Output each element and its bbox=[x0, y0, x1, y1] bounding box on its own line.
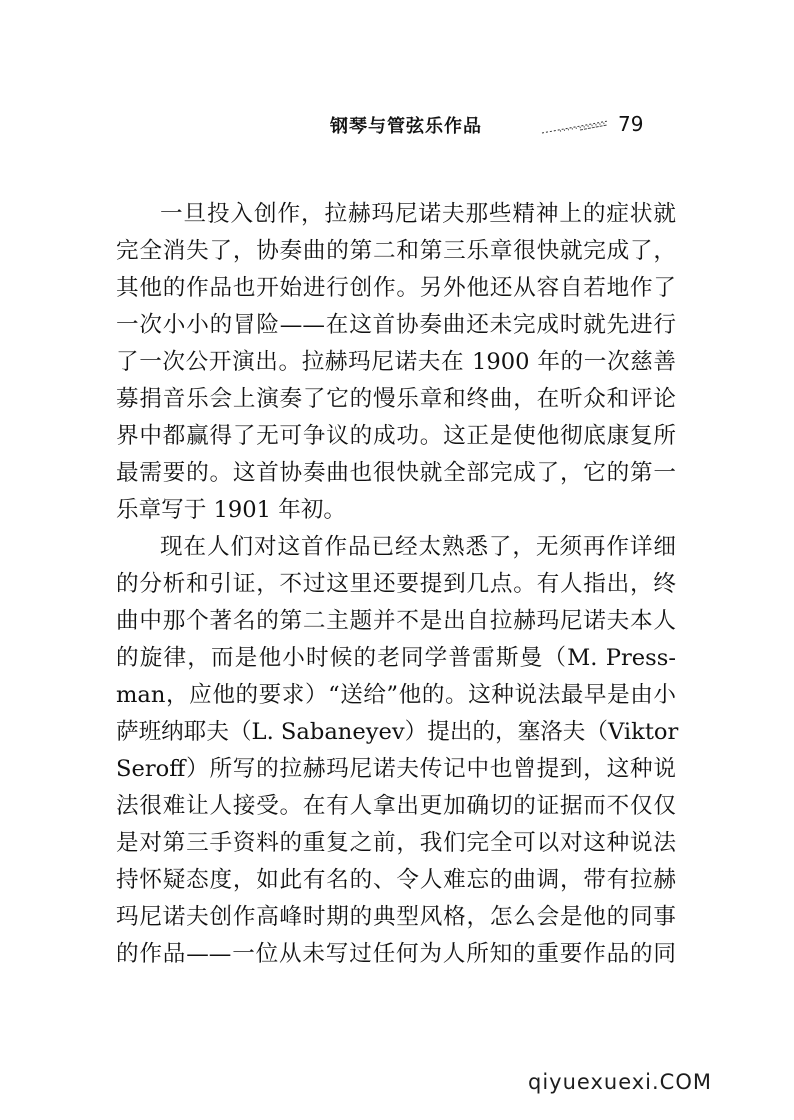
text-line: 法很难让人接受。在有人拿出更加确切的证据而不仅仅 bbox=[116, 793, 676, 819]
text-line: 是对第三手资料的重复之前，我们完全可以对这种说法 bbox=[116, 830, 676, 856]
running-title: 钢琴与管弦乐作品 bbox=[330, 116, 482, 137]
watermark: qiyuexuexi.COM bbox=[528, 1070, 712, 1094]
text-line: 的作品——一位从未写过任何为人所知的重要作品的同 bbox=[116, 941, 676, 967]
text-line: 完全消失了，协奏曲的第二和第三乐章很快就完成了， bbox=[116, 238, 676, 264]
header-ornament bbox=[540, 118, 610, 136]
text-line: 一次小小的冒险——在这首协奏曲还未完成时就先进行 bbox=[116, 312, 676, 338]
text-line: 萨班纳耶夫（L. Sabaneyev）提出的，塞洛夫（Viktor bbox=[116, 719, 679, 745]
text-line: 持怀疑态度，如此有名的、令人难忘的曲调，带有拉赫 bbox=[116, 867, 676, 893]
text-line: 玛尼诺夫创作高峰时期的典型风格，怎么会是他的同事 bbox=[116, 904, 676, 930]
text-line: 乐章写于 1901 年初。 bbox=[116, 497, 347, 523]
text-line: 的分析和引证，不过这里还要提到几点。有人指出，终 bbox=[116, 571, 676, 597]
text-line: 一旦投入创作，拉赫玛尼诺夫那些精神上的症状就 bbox=[160, 201, 676, 227]
text-line: 其他的作品也开始进行创作。另外他还从容自若地作了 bbox=[116, 275, 676, 301]
page-header bbox=[330, 112, 660, 142]
text-line: man，应他的要求）“送给”他的。这种说法最早是由小 bbox=[116, 682, 676, 708]
page-number: 79 bbox=[618, 112, 644, 136]
text-line: 募捐音乐会上演奏了它的慢乐章和终曲，在听众和评论 bbox=[116, 386, 676, 412]
text-line: 的旋律，而是他小时候的老同学普雷斯曼（M. Press- bbox=[116, 645, 676, 671]
text-line: 曲中那个著名的第二主题并不是出自拉赫玛尼诺夫本人 bbox=[116, 608, 676, 634]
text-line: Seroff）所写的拉赫玛尼诺夫传记中也曾提到，这种说 bbox=[116, 756, 676, 782]
text-line: 界中都赢得了无可争议的成功。这正是使他彻底康复所 bbox=[116, 423, 676, 449]
text-line: 现在人们对这首作品已经太熟悉了，无须再作详细 bbox=[160, 534, 676, 560]
text-line: 了一次公开演出。拉赫玛尼诺夫在 1900 年的一次慈善 bbox=[116, 349, 676, 375]
text-line: 最需要的。这首协奏曲也很快就全部完成了，它的第一 bbox=[116, 460, 676, 486]
